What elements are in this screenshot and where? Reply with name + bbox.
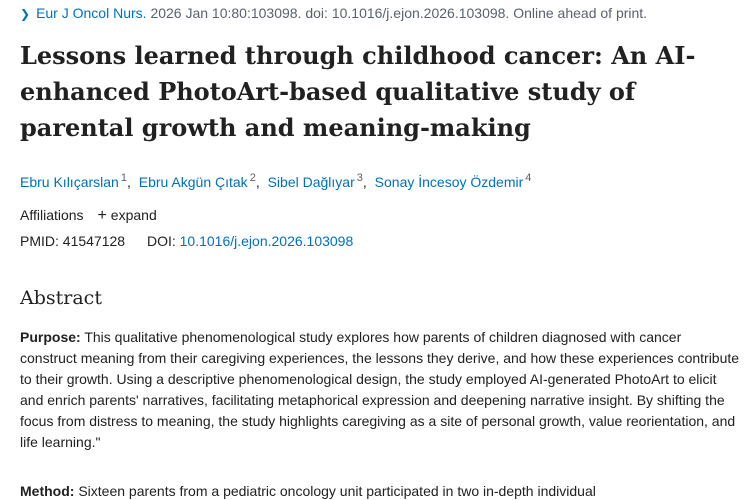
affiliations-expand-button[interactable] (97, 207, 156, 223)
affiliations-label: Affiliations (20, 207, 84, 223)
doi-link[interactable]: 10.1016/j.ejon.2026.103098 (179, 233, 354, 249)
author-link[interactable]: Ebru Kılıçarslan (20, 174, 119, 190)
identifiers-row (20, 231, 353, 251)
abstract-method-paragraph (20, 481, 740, 500)
author-affiliation-number[interactable]: 4 (525, 172, 532, 184)
author-affiliation-number[interactable]: 2 (249, 172, 256, 184)
citation-line (20, 4, 647, 23)
plus-icon: + (97, 207, 107, 224)
author-link[interactable]: Sibel Dağlıyar (267, 174, 355, 190)
citation-details: 2026 Jan 10:80:103098. doi: 10.1016/j.ejon.2026.103098. Online ahead of print. (150, 5, 648, 21)
method-text: Sixteen parents from a pediatric oncology unit participated in two in-depth individual (78, 483, 596, 499)
author-separator: , (362, 174, 367, 190)
journal-link[interactable]: Eur J Oncol Nurs. (36, 5, 147, 21)
author-link[interactable]: Sonay İncesoy Özdemir (374, 174, 524, 190)
affiliations-row (20, 205, 157, 226)
doi-label: DOI: (146, 233, 176, 249)
chevron-right-icon[interactable]: ❯ (20, 7, 31, 21)
expand-label: expand (110, 207, 157, 223)
author-separator: , (255, 174, 260, 190)
author-affiliation-number[interactable]: 3 (356, 172, 363, 184)
author-separator: , (126, 174, 131, 190)
purpose-label: Purpose: (20, 329, 81, 345)
author-list (20, 168, 531, 192)
article-title: Lessons learned through childhood cancer: An AI-enhanced PhotoArt-based qualitative study of parental growth and meaning-making (20, 41, 696, 142)
pmid-label: PMID: (20, 233, 59, 249)
author-link[interactable]: Ebru Akgün Çıtak (138, 174, 248, 190)
pmid-value: 41547128 (62, 233, 126, 249)
abstract-purpose-paragraph (20, 327, 740, 453)
purpose-text: This qualitative phenomenological study explores how parents of children diagnosed with cancer construct meaning from their caregiving experiences, the lessons they derive, and how these experiences contribute to their growth. Using a descriptive phenomenological design, the study employed AI-generated PhotoArt to elicit and enrich parents' narratives, facilitating metaphorical expression and deepening narrative insight. By shifting the focus from distress to meaning, the study highlights caregiving as a site of personal growth, value reorientation, and life learning." (20, 329, 740, 450)
abstract-heading: Abstract (20, 287, 102, 309)
author-affiliation-number[interactable]: 1 (120, 172, 127, 184)
method-label: Method: (20, 483, 75, 499)
